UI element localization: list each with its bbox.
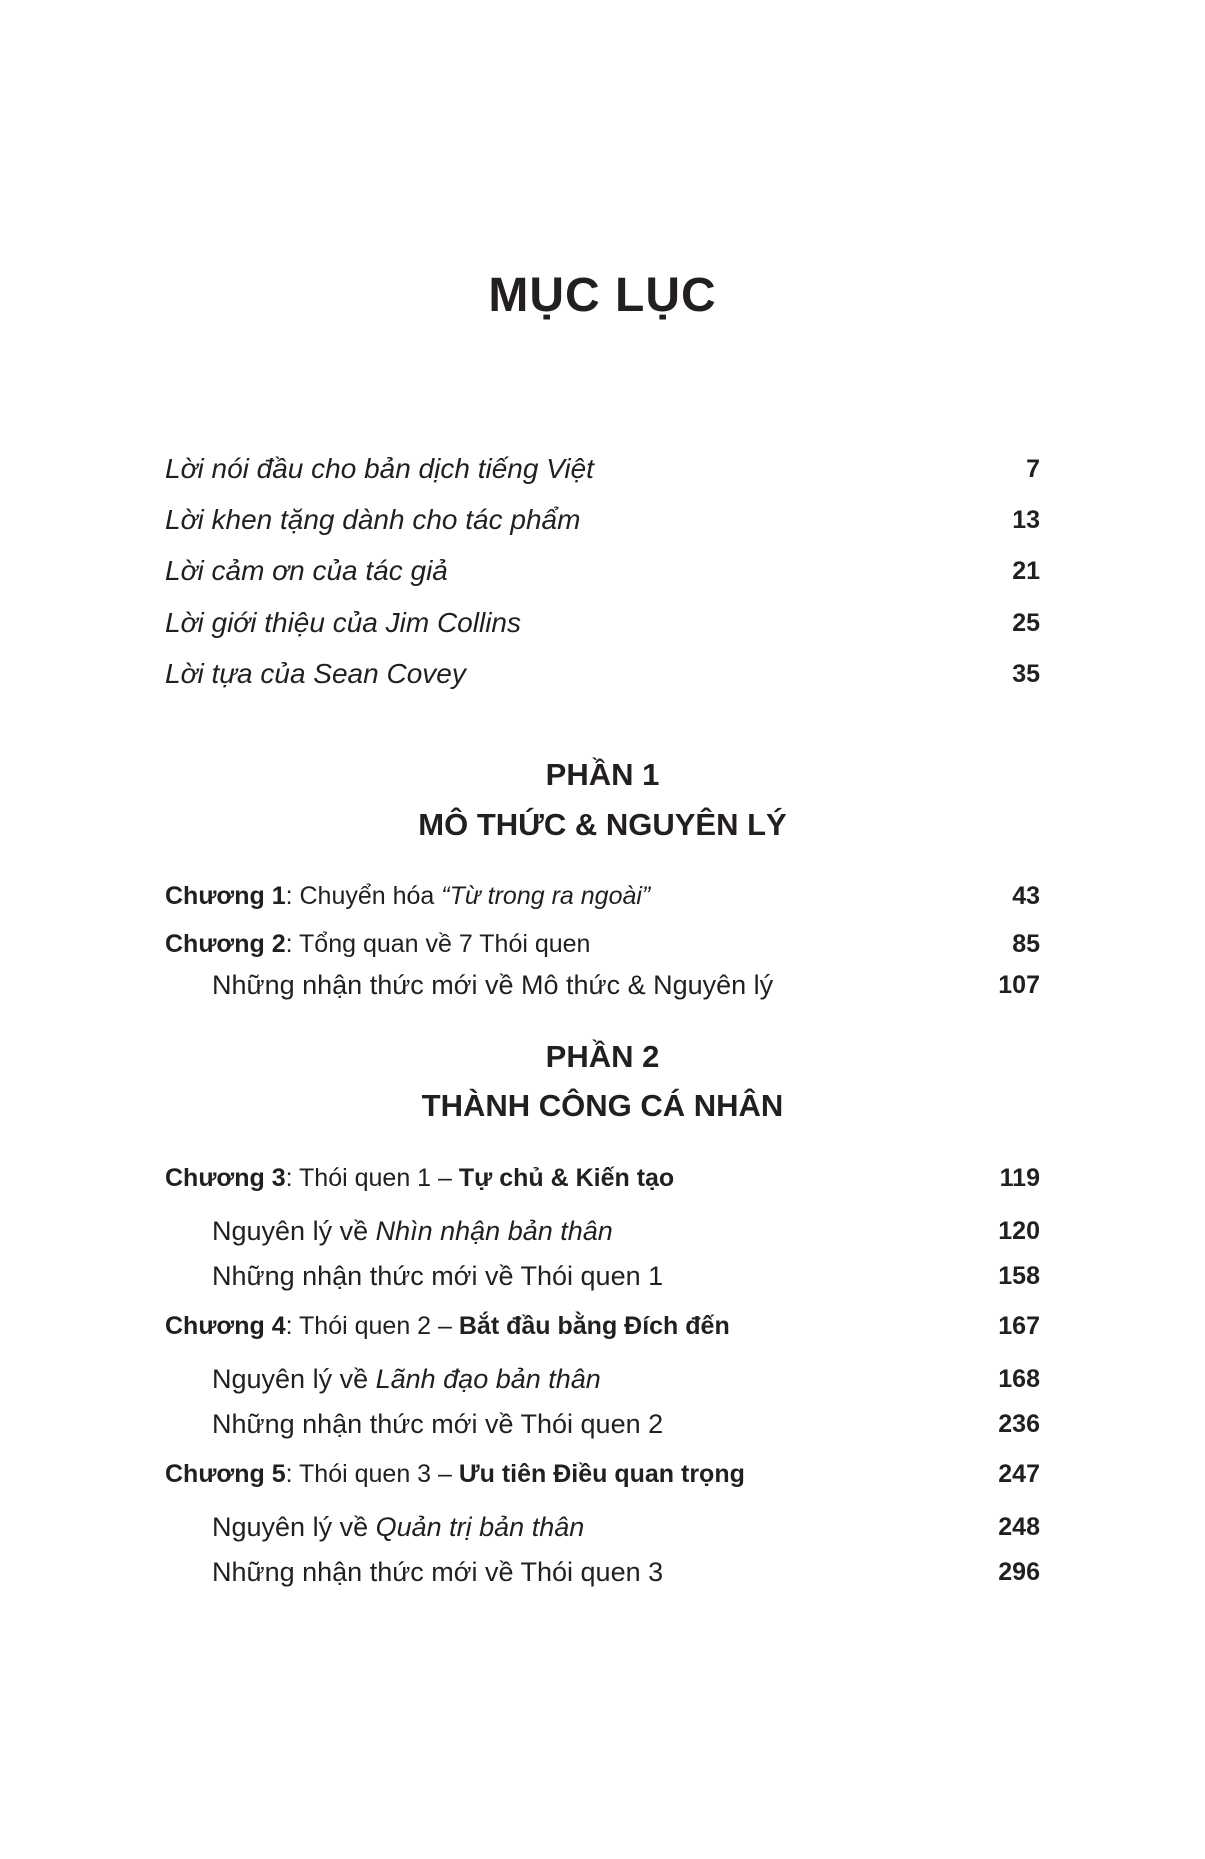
page-number: 248	[998, 1512, 1040, 1541]
subsection-label: Những nhận thức mới về Thói quen 1	[212, 1260, 664, 1291]
subsection-label: Những nhận thức mới về Thói quen 3	[212, 1556, 664, 1587]
page-number: 236	[998, 1409, 1040, 1438]
part-name: MÔ THỨC & NGUYÊN LÝ	[418, 807, 787, 842]
chapter-label: Chương 4	[165, 1311, 286, 1340]
entry-label: Lời khen tặng dành cho tác phẩm	[165, 504, 581, 535]
chapter-entry	[165, 1306, 1040, 1346]
page-number: 107	[998, 970, 1040, 999]
page-number: 13	[1012, 505, 1040, 534]
toc-entry	[165, 449, 1040, 489]
page-number: 120	[998, 1216, 1040, 1245]
subsection-label: Nguyên lý về Quản trị bản thân	[212, 1511, 585, 1542]
part-number: PHẦN 1	[545, 757, 660, 792]
toc-entry	[165, 603, 1040, 643]
subsection-entry	[212, 965, 1040, 1005]
subsection-label: Nguyên lý về Nhìn nhận bản thân	[212, 1215, 613, 1246]
chapter-entry	[165, 876, 1040, 916]
chapter-entry	[165, 1454, 1040, 1494]
page-number: 7	[1026, 454, 1040, 483]
chapter-title: Chương 5: Thói quen 3 – Ưu tiên Điều quan trọng	[165, 1459, 745, 1488]
chapter-label: Chương 3	[165, 1163, 286, 1192]
chapter-label: Chương 1	[165, 881, 286, 910]
page-number: 25	[1012, 608, 1040, 637]
page-number: 119	[999, 1163, 1040, 1192]
part-name: THÀNH CÔNG CÁ NHÂN	[421, 1088, 784, 1123]
chapter-label: Chương 2	[165, 929, 286, 958]
chapter-entry	[165, 1158, 1040, 1198]
page-number: 35	[1012, 659, 1040, 688]
subsection-entry	[212, 1211, 1040, 1251]
chapter-title: Chương 1: Chuyển hóa “Từ trong ra ngoài”	[165, 881, 651, 910]
toc-entry	[165, 551, 1040, 591]
entry-label: Lời cảm ơn của tác giả	[165, 555, 448, 586]
entry-label: Lời giới thiệu của Jim Collins	[165, 607, 521, 638]
toc-entry	[165, 500, 1040, 540]
entry-label: Lời tựa của Sean Covey	[165, 658, 466, 689]
chapter-title: Chương 4: Thói quen 2 – Bắt đầu bằng Đích đến	[165, 1311, 730, 1340]
chapter-title: Chương 2: Tổng quan về 7 Thói quen	[165, 929, 591, 958]
subsection-label: Nguyên lý về Lãnh đạo bản thân	[212, 1363, 601, 1394]
subsection-entry	[212, 1359, 1040, 1399]
chapter-entry	[165, 924, 1040, 964]
page-number: 21	[1012, 556, 1040, 585]
subsection-label: Những nhận thức mới về Mô thức & Nguyên lý	[212, 969, 774, 1000]
subsection-entry	[212, 1404, 1040, 1444]
subsection-entry	[212, 1552, 1040, 1592]
page-number: 158	[998, 1261, 1040, 1290]
page-number: 168	[998, 1364, 1040, 1393]
page-title: MỤC LỤC	[488, 269, 717, 322]
entry-label: Lời nói đầu cho bản dịch tiếng Việt	[165, 453, 594, 484]
chapter-title: Chương 3: Thói quen 1 – Tự chủ & Kiến tạo	[165, 1163, 675, 1192]
page-number: 85	[1012, 929, 1040, 958]
page-number: 296	[998, 1557, 1040, 1586]
page-number: 167	[998, 1311, 1040, 1340]
subsection-entry	[212, 1256, 1040, 1296]
subsection-label: Những nhận thức mới về Thói quen 2	[212, 1408, 664, 1439]
chapter-label: Chương 5	[165, 1459, 286, 1488]
page-number: 43	[1012, 881, 1040, 910]
subsection-entry	[212, 1507, 1040, 1547]
part-number: PHẦN 2	[545, 1039, 660, 1074]
toc-entry	[165, 654, 1040, 694]
page-number: 247	[998, 1459, 1040, 1488]
